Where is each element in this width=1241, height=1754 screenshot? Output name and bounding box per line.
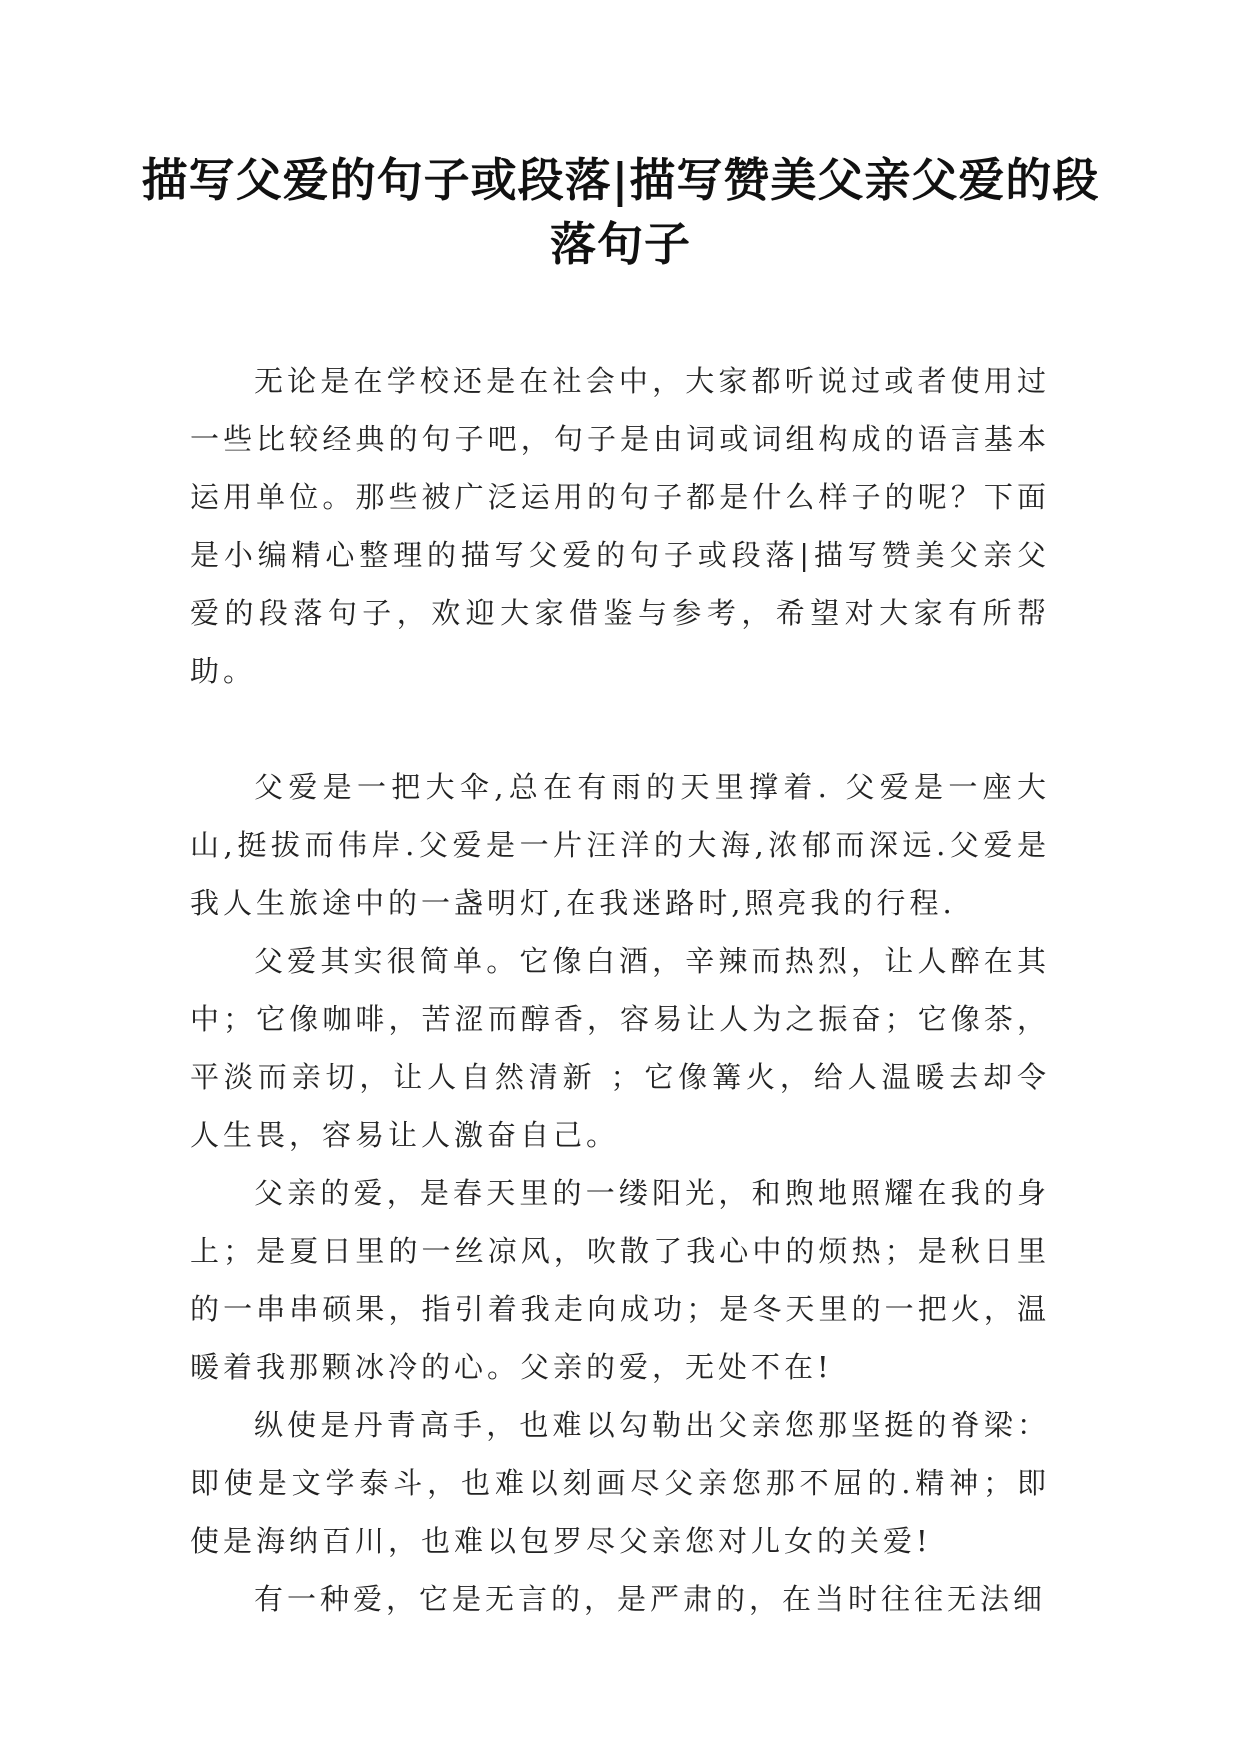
body-paragraph: 父亲的爱，是春天里的一缕阳光，和煦地照耀在我的身上；是夏日里的一丝凉风，吹散了我心中的烦热；是秋日里的一串串硕果，指引着我走向成功；是冬天里的一把火，温暖着我那颗冰冷的心。父亲的爱，无处不在! bbox=[190, 1176, 1050, 1384]
body-paragraph: 父爱是一把大伞,总在有雨的天里撑着. 父爱是一座大山,挺拔而伟岸.父爱是一片汪洋的大海,浓郁而深远.父爱是我人生旅途中的一盏明灯,在我迷路时,照亮我的行程. bbox=[190, 770, 1050, 920]
intro-paragraph: 无论是在学校还是在社会中，大家都听说过或者使用过一些比较经典的句子吧，句子是由词或词组构成的语言基本运用单位。那些被广泛运用的句子都是什么样子的呢？下面是小编精心整理的描写父爱的句子或段落|描写赞美父亲父爱的段落句子，欢迎大家借鉴与参考，希望对大家有所帮助。 bbox=[190, 364, 1050, 688]
document-title: 描写父爱的句子或段落|描写赞美父亲父爱的段落句子 bbox=[141, 153, 1100, 271]
body-paragraph: 有一种爱，它是无言的，是严肃的，在当时往往无法细 bbox=[254, 1582, 1047, 1616]
document-body bbox=[190, 352, 1050, 1628]
body-paragraph: 纵使是丹青高手，也难以勾勒出父亲您那坚挺的脊梁：即使是文学泰斗，也难以刻画尽父亲您那不屈的.精神；即使是海纳百川，也难以包罗尽父亲您对儿女的关爱! bbox=[190, 1408, 1050, 1558]
body-paragraph: 父爱其实很简单。它像白酒，辛辣而热烈，让人醉在其中；它像咖啡，苦涩而醇香，容易让人为之振奋；它像茶，平淡而亲切，让人自然清新 ；它像篝火，给人温暖去却令人生畏，容易让人激奋自己。 bbox=[190, 944, 1050, 1152]
